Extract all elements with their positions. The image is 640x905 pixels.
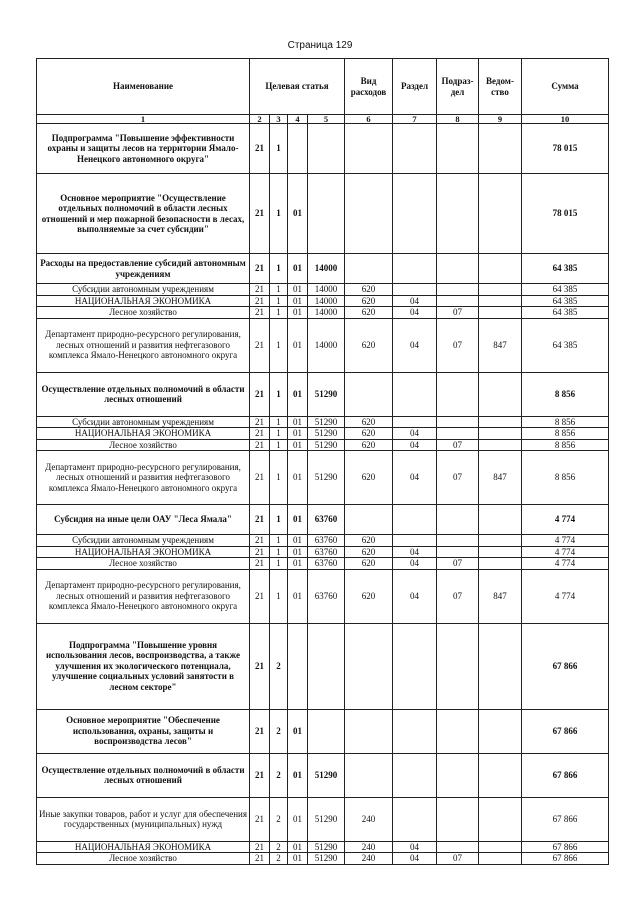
row-name: Лесное хозяйство (37, 439, 250, 451)
header-numbers-row (37, 115, 609, 124)
row-code-5: 51290 (308, 853, 345, 865)
row-podrazdel: 07 (437, 451, 479, 505)
header-summa: Сумма (522, 59, 609, 115)
row-name: Расходы на предоставление субсидий автономным учреждениям (37, 254, 250, 284)
budget-table (36, 58, 609, 865)
row-code-2: 21 (250, 428, 270, 440)
row-sum: 64 385 (522, 318, 609, 372)
table-row (37, 797, 609, 841)
row-razdel: 04 (393, 307, 437, 319)
row-code-4: 01 (288, 439, 308, 451)
row-code-4: 01 (288, 841, 308, 853)
row-sum: 8 856 (522, 416, 609, 428)
row-code-5: 14000 (308, 318, 345, 372)
row-code-3: 1 (270, 558, 288, 570)
row-name: НАЦИОНАЛЬНАЯ ЭКОНОМИКА (37, 841, 250, 853)
row-vedomstvo: 847 (479, 318, 522, 372)
table-row (37, 254, 609, 284)
row-code-4: 01 (288, 284, 308, 296)
row-sum: 67 866 (522, 709, 609, 753)
row-code-2: 21 (250, 535, 270, 547)
row-podrazdel: 07 (437, 318, 479, 372)
row-code-4: 01 (288, 569, 308, 623)
row-vedomstvo: 847 (479, 451, 522, 505)
row-sum: 8 856 (522, 428, 609, 440)
row-sum: 8 856 (522, 439, 609, 451)
row-razdel: 04 (393, 428, 437, 440)
row-sum: 78 015 (522, 124, 609, 174)
row-vid: 620 (345, 546, 393, 558)
row-razdel: 04 (393, 546, 437, 558)
table-row (37, 295, 609, 307)
row-vid: 620 (345, 558, 393, 570)
row-vedomstvo (479, 505, 522, 535)
row-code-4: 01 (288, 307, 308, 319)
row-name: Основное мероприятие "Обеспечение использования, охраны, защиты и воспроизводства лесов" (37, 709, 250, 753)
row-sum: 67 866 (522, 623, 609, 709)
header-vedomstvo: Ведом-ство (479, 59, 522, 115)
row-code-3: 1 (270, 372, 288, 416)
row-code-2: 21 (250, 753, 270, 797)
row-razdel (393, 174, 437, 254)
row-vid: 620 (345, 284, 393, 296)
row-vedomstvo (479, 372, 522, 416)
row-podrazdel (437, 505, 479, 535)
row-code-3: 1 (270, 174, 288, 254)
row-vedomstvo (479, 623, 522, 709)
row-razdel (393, 254, 437, 284)
row-code-5: 51290 (308, 451, 345, 505)
row-name: Лесное хозяйство (37, 558, 250, 570)
table-row (37, 124, 609, 174)
row-sum: 4 774 (522, 535, 609, 547)
row-code-3: 1 (270, 284, 288, 296)
row-code-4: 01 (288, 318, 308, 372)
row-code-5: 14000 (308, 307, 345, 319)
row-code-4: 01 (288, 535, 308, 547)
row-code-3: 2 (270, 797, 288, 841)
row-sum: 64 385 (522, 284, 609, 296)
row-vedomstvo (479, 428, 522, 440)
row-razdel: 04 (393, 451, 437, 505)
header-target: Целевая статья (250, 59, 345, 115)
row-vid (345, 623, 393, 709)
table-row (37, 853, 609, 865)
row-podrazdel: 07 (437, 569, 479, 623)
table-row (37, 558, 609, 570)
row-code-5: 51290 (308, 797, 345, 841)
header-number: 4 (288, 115, 308, 124)
row-code-2: 21 (250, 254, 270, 284)
row-code-2: 21 (250, 558, 270, 570)
row-name: Лесное хозяйство (37, 307, 250, 319)
row-name: Департамент природно-ресурсного регулирования, лесных отношений и развития нефтегазового комплекса Ямало-Ненецкого автономного округа (37, 451, 250, 505)
row-razdel (393, 709, 437, 753)
row-code-5: 14000 (308, 254, 345, 284)
row-code-4: 01 (288, 295, 308, 307)
row-podrazdel (437, 372, 479, 416)
row-code-3: 1 (270, 546, 288, 558)
row-code-4: 01 (288, 451, 308, 505)
row-razdel (393, 535, 437, 547)
row-code-2: 21 (250, 439, 270, 451)
row-razdel (393, 416, 437, 428)
row-name: Департамент природно-ресурсного регулирования, лесных отношений и развития нефтегазового комплекса Ямало-Ненецкого автономного округа (37, 318, 250, 372)
table-row (37, 753, 609, 797)
row-code-2: 21 (250, 451, 270, 505)
row-podrazdel (437, 428, 479, 440)
row-code-4: 01 (288, 174, 308, 254)
row-code-5: 51290 (308, 428, 345, 440)
header-number: 2 (250, 115, 270, 124)
header-number: 3 (270, 115, 288, 124)
row-podrazdel (437, 535, 479, 547)
row-podrazdel (437, 753, 479, 797)
row-sum: 8 856 (522, 451, 609, 505)
row-vedomstvo (479, 295, 522, 307)
row-vid: 620 (345, 307, 393, 319)
row-sum: 4 774 (522, 505, 609, 535)
row-sum: 78 015 (522, 174, 609, 254)
header-number: 5 (308, 115, 345, 124)
row-code-5: 63760 (308, 558, 345, 570)
row-code-4: 01 (288, 797, 308, 841)
row-podrazdel: 07 (437, 439, 479, 451)
header-number: 8 (437, 115, 479, 124)
row-code-2: 21 (250, 295, 270, 307)
page-number: Страница 129 (287, 40, 353, 51)
row-razdel (393, 797, 437, 841)
row-code-5: 63760 (308, 569, 345, 623)
row-name: Осуществление отдельных полномочий в области лесных отношений (37, 372, 250, 416)
row-code-5: 14000 (308, 284, 345, 296)
table-row (37, 709, 609, 753)
row-vid (345, 372, 393, 416)
row-name: Иные закупки товаров, работ и услуг для обеспечения государственных (муниципальных) нужд (37, 797, 250, 841)
header-vid: Вид расходов (345, 59, 393, 115)
row-vedomstvo (479, 709, 522, 753)
header-razdel: Раздел (393, 59, 437, 115)
row-code-2: 21 (250, 416, 270, 428)
table-row (37, 439, 609, 451)
row-code-4: 01 (288, 753, 308, 797)
row-name: НАЦИОНАЛЬНАЯ ЭКОНОМИКА (37, 428, 250, 440)
row-code-4: 01 (288, 372, 308, 416)
row-vedomstvo (479, 558, 522, 570)
row-code-4 (288, 124, 308, 174)
row-code-4: 01 (288, 428, 308, 440)
row-vedomstvo (479, 753, 522, 797)
row-podrazdel (437, 284, 479, 296)
row-code-5: 51290 (308, 841, 345, 853)
header-number: 9 (479, 115, 522, 124)
row-razdel: 04 (393, 569, 437, 623)
row-code-2: 21 (250, 174, 270, 254)
row-podrazdel: 07 (437, 558, 479, 570)
row-code-4: 01 (288, 853, 308, 865)
table-row (37, 569, 609, 623)
row-vedomstvo (479, 416, 522, 428)
table-row (37, 546, 609, 558)
row-name: Подпрограмма "Повышение эффективности охраны и защиты лесов на территории Ямало-Ненецкого автономного округа" (37, 124, 250, 174)
row-sum: 4 774 (522, 546, 609, 558)
row-podrazdel (437, 254, 479, 284)
row-name: Основное мероприятие "Осуществление отдельных полномочий в области лесных отношений и мер пожарной безопасности в лесах, выполняемые за счет субсидии" (37, 174, 250, 254)
row-code-5 (308, 124, 345, 174)
row-vedomstvo (479, 174, 522, 254)
table-row (37, 505, 609, 535)
row-vid: 620 (345, 428, 393, 440)
row-code-3: 1 (270, 295, 288, 307)
row-code-2: 21 (250, 841, 270, 853)
row-code-3: 2 (270, 623, 288, 709)
row-code-2: 21 (250, 569, 270, 623)
row-vid (345, 505, 393, 535)
row-razdel: 04 (393, 295, 437, 307)
row-sum: 4 774 (522, 558, 609, 570)
row-razdel: 04 (393, 841, 437, 853)
row-vid (345, 254, 393, 284)
row-vedomstvo (479, 307, 522, 319)
row-name: НАЦИОНАЛЬНАЯ ЭКОНОМИКА (37, 295, 250, 307)
row-vid (345, 709, 393, 753)
row-vid (345, 124, 393, 174)
header-name: Наименование (37, 59, 250, 115)
row-code-4: 01 (288, 505, 308, 535)
row-razdel: 04 (393, 853, 437, 865)
row-razdel: 04 (393, 318, 437, 372)
row-vid: 620 (345, 318, 393, 372)
table-row (37, 535, 609, 547)
header-number: 7 (393, 115, 437, 124)
row-code-3: 2 (270, 709, 288, 753)
row-sum: 64 385 (522, 295, 609, 307)
row-vedomstvo (479, 284, 522, 296)
row-vid (345, 753, 393, 797)
header-row (37, 59, 609, 115)
row-code-2: 21 (250, 546, 270, 558)
row-code-3: 2 (270, 841, 288, 853)
row-vid: 620 (345, 535, 393, 547)
row-code-4: 01 (288, 709, 308, 753)
row-code-2: 21 (250, 709, 270, 753)
table-row (37, 416, 609, 428)
row-code-3: 1 (270, 254, 288, 284)
row-code-2: 21 (250, 853, 270, 865)
table-row (37, 318, 609, 372)
row-sum: 4 774 (522, 569, 609, 623)
row-code-5 (308, 623, 345, 709)
row-code-3: 1 (270, 505, 288, 535)
row-vid: 620 (345, 451, 393, 505)
row-vid: 240 (345, 853, 393, 865)
row-code-3: 1 (270, 416, 288, 428)
header-number: 10 (522, 115, 609, 124)
row-vedomstvo (479, 853, 522, 865)
row-code-5: 51290 (308, 372, 345, 416)
row-podrazdel (437, 124, 479, 174)
row-name: Субсидия на иные цели ОАУ "Леса Ямала" (37, 505, 250, 535)
row-code-5: 51290 (308, 439, 345, 451)
row-podrazdel (437, 709, 479, 753)
row-name: Субсидии автономным учреждениям (37, 535, 250, 547)
row-code-3: 2 (270, 753, 288, 797)
table-body (37, 124, 609, 865)
row-code-5 (308, 174, 345, 254)
row-code-5: 51290 (308, 416, 345, 428)
table-row (37, 174, 609, 254)
row-code-4 (288, 623, 308, 709)
row-code-5: 63760 (308, 546, 345, 558)
row-code-3: 1 (270, 569, 288, 623)
row-razdel (393, 505, 437, 535)
row-code-5 (308, 709, 345, 753)
row-vedomstvo (479, 535, 522, 547)
row-code-4: 01 (288, 254, 308, 284)
row-sum: 67 866 (522, 841, 609, 853)
row-code-2: 21 (250, 505, 270, 535)
row-name: Лесное хозяйство (37, 853, 250, 865)
row-razdel (393, 372, 437, 416)
row-code-3: 1 (270, 535, 288, 547)
row-code-2: 21 (250, 797, 270, 841)
row-vid: 240 (345, 797, 393, 841)
table-row (37, 372, 609, 416)
row-code-2: 21 (250, 284, 270, 296)
row-code-4: 01 (288, 416, 308, 428)
row-vid: 620 (345, 416, 393, 428)
row-vedomstvo (479, 797, 522, 841)
header-podrazdel: Подраз-дел (437, 59, 479, 115)
row-code-3: 1 (270, 428, 288, 440)
table-row (37, 428, 609, 440)
row-podrazdel (437, 295, 479, 307)
row-code-3: 2 (270, 853, 288, 865)
row-sum: 67 866 (522, 753, 609, 797)
row-code-5: 51290 (308, 753, 345, 797)
row-sum: 8 856 (522, 372, 609, 416)
row-razdel: 04 (393, 439, 437, 451)
row-name: Подпрограмма "Повышение уровня использования лесов, воспроизводства, а также улучшения их экологического потенциала, улучшение социальных условий занятости в лесном секторе" (37, 623, 250, 709)
row-name: НАЦИОНАЛЬНАЯ ЭКОНОМИКА (37, 546, 250, 558)
row-sum: 64 385 (522, 254, 609, 284)
row-code-5: 14000 (308, 295, 345, 307)
row-code-5: 63760 (308, 505, 345, 535)
row-vid: 620 (345, 295, 393, 307)
row-code-3: 1 (270, 451, 288, 505)
row-podrazdel (437, 841, 479, 853)
row-code-4: 01 (288, 558, 308, 570)
row-podrazdel: 07 (437, 307, 479, 319)
row-razdel (393, 753, 437, 797)
row-podrazdel (437, 416, 479, 428)
row-code-2: 21 (250, 124, 270, 174)
row-vedomstvo (479, 439, 522, 451)
row-vedomstvo (479, 254, 522, 284)
row-razdel (393, 284, 437, 296)
table-row (37, 451, 609, 505)
row-sum: 67 866 (522, 797, 609, 841)
row-name: Департамент природно-ресурсного регулирования, лесных отношений и развития нефтегазового комплекса Ямало-Ненецкого автономного округа (37, 569, 250, 623)
row-podrazdel (437, 174, 479, 254)
row-code-3: 1 (270, 124, 288, 174)
table-row (37, 307, 609, 319)
table-row (37, 284, 609, 296)
table-row (37, 841, 609, 853)
row-name: Осуществление отдельных полномочий в области лесных отношений (37, 753, 250, 797)
row-code-3: 1 (270, 307, 288, 319)
row-vedomstvo (479, 124, 522, 174)
row-code-3: 1 (270, 318, 288, 372)
row-name: Субсидии автономным учреждениям (37, 416, 250, 428)
row-podrazdel: 07 (437, 853, 479, 865)
row-vid: 620 (345, 569, 393, 623)
row-code-5: 63760 (308, 535, 345, 547)
row-podrazdel (437, 623, 479, 709)
row-code-2: 21 (250, 318, 270, 372)
header-number: 6 (345, 115, 393, 124)
row-code-2: 21 (250, 307, 270, 319)
row-vedomstvo: 847 (479, 569, 522, 623)
row-vid (345, 174, 393, 254)
row-sum: 64 385 (522, 307, 609, 319)
row-code-4: 01 (288, 546, 308, 558)
row-podrazdel (437, 797, 479, 841)
row-code-2: 21 (250, 372, 270, 416)
row-vedomstvo (479, 546, 522, 558)
row-name: Субсидии автономным учреждениям (37, 284, 250, 296)
table-row (37, 623, 609, 709)
row-code-2: 21 (250, 623, 270, 709)
row-vedomstvo (479, 841, 522, 853)
row-podrazdel (437, 546, 479, 558)
row-code-3: 1 (270, 439, 288, 451)
row-sum: 67 866 (522, 853, 609, 865)
row-razdel (393, 124, 437, 174)
row-vid: 620 (345, 439, 393, 451)
header-number: 1 (37, 115, 250, 124)
row-vid: 240 (345, 841, 393, 853)
row-razdel: 04 (393, 558, 437, 570)
row-razdel (393, 623, 437, 709)
